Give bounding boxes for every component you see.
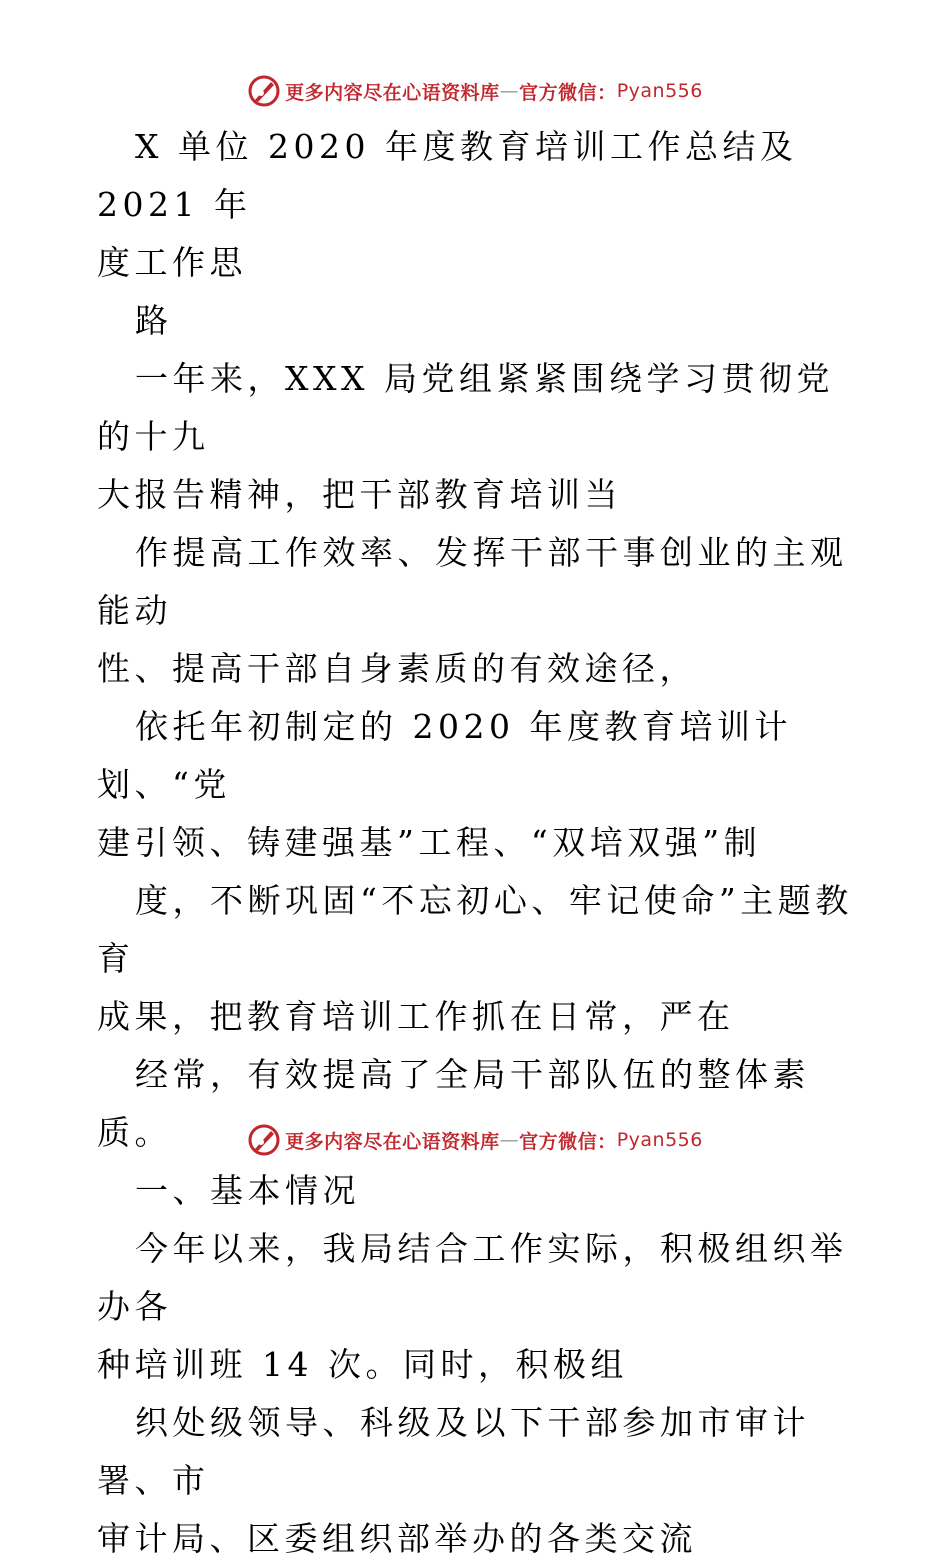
text-line: 建引领、铸建强基”工程、“双培双强”制 (97, 823, 762, 862)
text-line: 度工作思 (97, 243, 247, 282)
text-line: 成果，把教育培训工作抓在日常，严在 (97, 997, 735, 1036)
paragraph (97, 872, 857, 1046)
text-line: 织处级领导、科级及以下干部参加市审计署、市 (97, 1403, 810, 1500)
watermark-label: 官方微信： (519, 81, 617, 104)
text-line: 一年来，XXX 局党组紧紧围绕学习贯彻党的十九 (97, 359, 834, 456)
watermark-label: 官方微信： (519, 1130, 617, 1153)
watermark-footer (0, 1120, 950, 1160)
text-line: 经常，有效提高了全局干部队伍的整体素质。 (97, 1055, 810, 1152)
text-line: 今年以来，我局结合工作实际，积极组织举办各 (97, 1229, 848, 1326)
watermark-separator: — (499, 1129, 520, 1151)
watermark-text: 更多内容尽在心语资料库 (285, 1130, 500, 1153)
paragraph (97, 1162, 857, 1220)
paragraph (97, 118, 857, 292)
text-line: 性、提高干部自身素质的有效途径， (97, 649, 697, 688)
watermark-header (0, 71, 950, 111)
text-line: X 单位 2020 年度教育培训工作总结及 2021 年 (97, 127, 798, 224)
text-line: 作提高工作效率、发挥干部干事创业的主观能动 (97, 533, 848, 630)
text-line: 大报告精神，把干部教育培训当 (97, 475, 622, 514)
text-line: 度，不断巩固“不忘初心、牢记使命”主题教育 (97, 881, 853, 978)
text-line: 审计局、区委组织部举办的各类交流 (97, 1519, 697, 1558)
watermark-id: Pyan556 (616, 80, 703, 102)
document-body (97, 118, 857, 1568)
paragraph (97, 350, 857, 524)
paragraph (97, 524, 857, 698)
watermark-id: Pyan556 (616, 1129, 703, 1151)
text-line: 种培训班 14 次。同时，积极组 (97, 1345, 628, 1384)
text-line: 路 (135, 301, 173, 340)
quill-logo-icon (247, 74, 281, 108)
paragraph (97, 1220, 857, 1394)
text-line: 一、基本情况 (135, 1171, 360, 1210)
paragraph (97, 698, 857, 872)
paragraph (97, 292, 857, 350)
quill-logo-icon (247, 1123, 281, 1157)
watermark-text: 更多内容尽在心语资料库 (285, 81, 500, 104)
text-line: 依托年初制定的 2020 年度教育培训计划、“党 (97, 707, 792, 804)
paragraph (97, 1394, 857, 1568)
watermark-separator: — (499, 80, 520, 102)
